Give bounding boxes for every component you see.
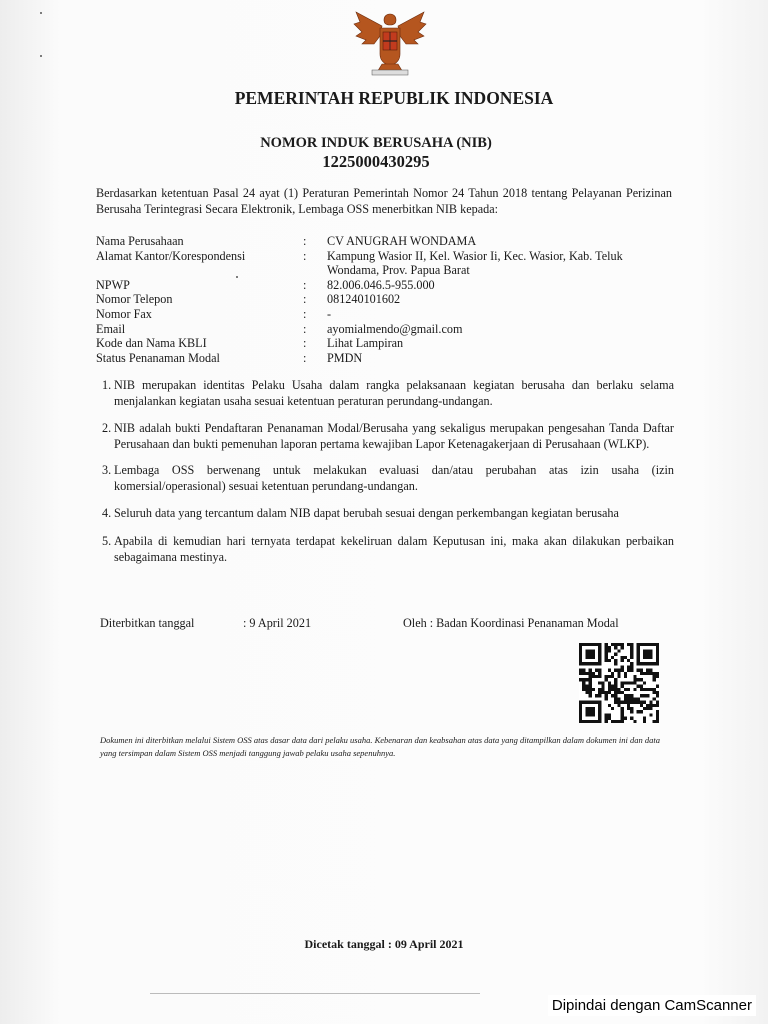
field-value: CV ANUGRAH WONDAMA — [327, 234, 477, 248]
document-title: NOMOR INDUK BERUSAHA (NIB) — [260, 135, 492, 151]
field-row: Nomor Fax : - — [96, 307, 676, 322]
list-item: 1. NIB merupakan identitas Pelaku Usaha dalam rangka pelaksanaan kegiatan berusaha dan berlaku selama menjalankan kegiatan usaha sesuai ketentuan peraturan perundang-undangan. — [102, 378, 674, 408]
field-value: ayomialmendo@gmail.com — [327, 321, 463, 336]
list-item: 5. Apabila di kemudian hari ternyata terdapat kekeliruan dalam Keputusan ini, maka akan dilakukan perbaikan sebagaimana mestinya. — [102, 534, 674, 564]
scan-speck — [236, 276, 238, 278]
list-item: 2. NIB adalah bukti Pendaftaran Penanaman Modal/Berusaha yang sekaligus merupakan pengesahan Tanda Daftar Perusahaan dan bukti pemenuhan laporan pertama kewajiban Lapor Ketenagakerjaan di Perusahaan (WLKP). — [102, 421, 674, 451]
field-label: NPWP — [96, 277, 130, 292]
scan-speck — [40, 12, 42, 14]
issued-date: : 9 April 2021 — [243, 616, 312, 630]
printed-date: Dicetak tanggal : 09 April 2021 — [304, 937, 464, 951]
issued-by: Oleh : Badan Koordinasi Penanaman Modal — [403, 616, 619, 630]
field-row: Kode dan Nama KBLI : Lihat Lampiran — [96, 336, 676, 351]
list-item: 4. Seluruh data yang tercantum dalam NIB dapat berubah sesuai dengan perkembangan kegiatan berusaha — [102, 506, 619, 520]
field-value: PMDN — [327, 350, 363, 365]
scan-speck — [40, 55, 42, 57]
nib-number: 1225000430295 — [322, 152, 430, 171]
government-heading: PEMERINTAH REPUBLIK INDONESIA — [234, 88, 554, 108]
field-row: Status Penanaman Modal : PMDN — [96, 351, 676, 366]
camscanner-watermark: Dipindai dengan CamScanner — [548, 995, 756, 1016]
field-value: 081240101602 — [327, 292, 401, 307]
field-label: Alamat Kantor/Korespondensi — [96, 248, 246, 263]
field-label: Nomor Fax — [96, 306, 152, 321]
field-value: Lihat Lampiran — [327, 336, 404, 351]
field-value: Kampung Wasior II, Kel. Wasior Ii, Kec. Wasior, Kab. Teluk Wondama, Prov. Papua Barat — [327, 248, 623, 278]
field-value: 82.006.046.5-955.000 — [327, 277, 435, 292]
field-row: NPWP : 82.006.046.5-955.000 — [96, 278, 676, 293]
company-fields — [96, 234, 676, 365]
intro-paragraph: Berdasarkan ketentuan Pasal 24 ayat (1) Peraturan Pemerintah Nomor 24 Tahun 2018 tentang Pelayanan Perizinan Berusaha Terintegrasi Secara Elektronik, Lembaga OSS menerbitkan NIB kepada: — [96, 186, 672, 216]
field-row: Nomor Telepon : 081240101602 — [96, 292, 676, 307]
garuda-emblem-icon — [352, 6, 428, 80]
provisions-list — [102, 377, 674, 565]
field-label: Kode dan Nama KBLI — [96, 336, 207, 351]
field-label: Nomor Telepon — [96, 292, 173, 307]
divider — [150, 993, 480, 994]
field-value: - — [327, 306, 332, 321]
list-item: 3. Lembaga OSS berwenang untuk melakukan evaluasi dan/atau perubahan atas izin usaha (izin komersial/operasional) sesuai ketentuan perundang-undangan. — [102, 463, 674, 493]
field-row: Email : ayomialmendo@gmail.com — [96, 322, 676, 337]
field-label: Nama Perusahaan — [96, 234, 184, 248]
field-row: Nama Perusahaan : CV ANUGRAH WONDAMA — [96, 234, 676, 249]
field-row: Alamat Kantor/Korespondensi : Kampung Wasior II, Kel. Wasior Ii, Kec. Wasior, Kab. Teluk Wondama, Prov. Papua Barat — [96, 249, 676, 278]
qr-code — [576, 643, 662, 723]
field-label: Status Penanaman Modal — [96, 350, 220, 365]
issued-label: Diterbitkan tanggal — [100, 616, 195, 630]
disclaimer: Dokumen ini diterbitkan melalui Sistem OSS atas dasar data dari pelaku usaha. Kebenaran dan keabsahan atas data yang ditampilkan dalam dokumen ini dan data yang tersimpan dalam Sistem OSS menjadi tanggung jawab pelaku usaha sepenuhnya. — [100, 735, 661, 758]
field-label: Email — [96, 321, 126, 336]
